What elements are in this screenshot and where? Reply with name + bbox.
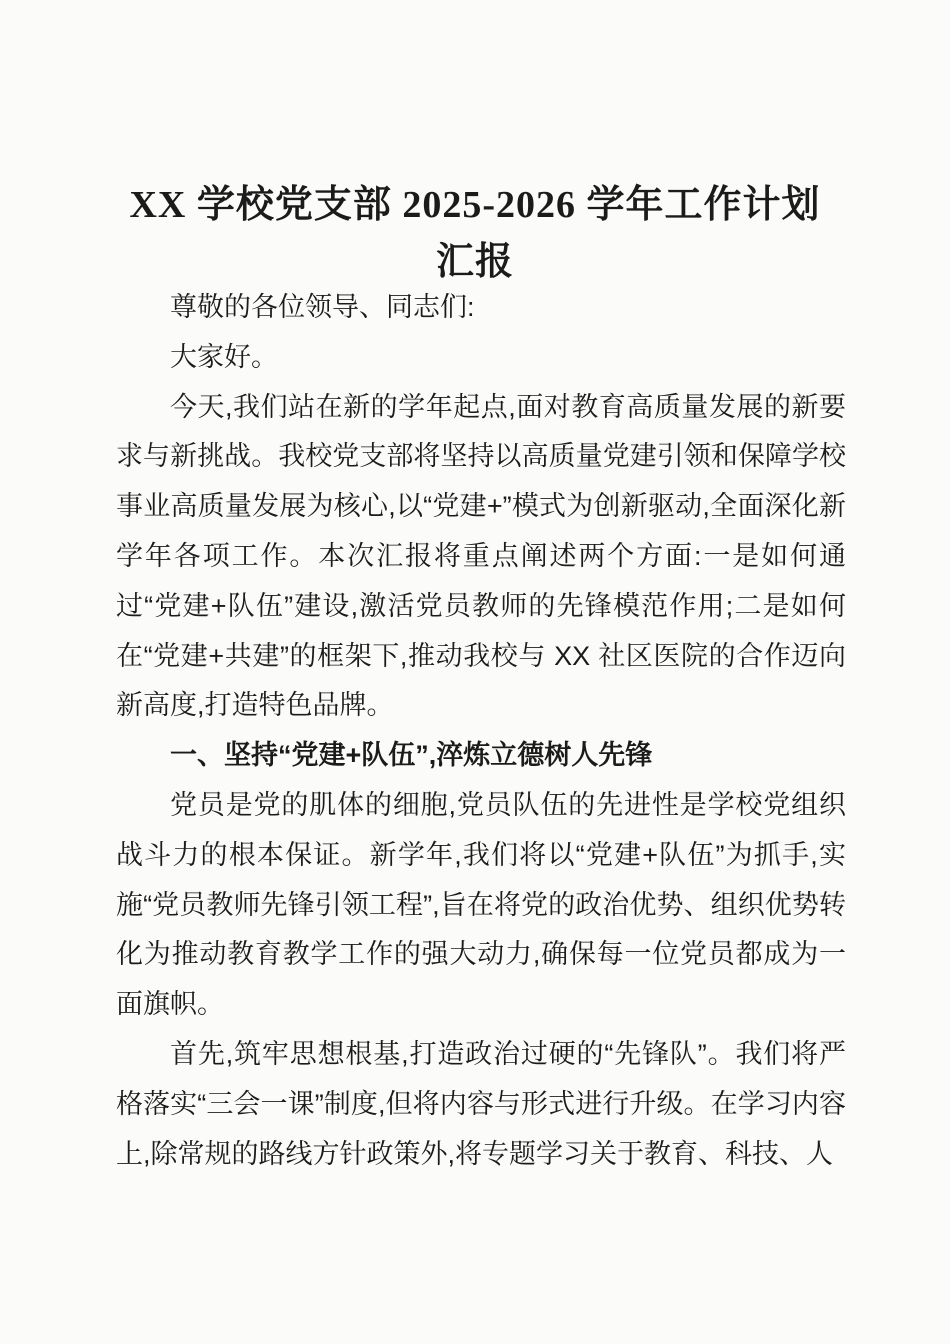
paragraph: 首先,筑牢思想根基,打造政治过硬的“先锋队”。我们将严格落实“三会一课”制度,但将内容与形式进行升级。在学习内容上,除常规的路线方针政策外,将专题学习关于教育、科技、人 [116,1038,846,1169]
paragraph: 尊敬的各位领导、同志们: [170,292,475,322]
paragraph: 党员是党的肌体的细胞,党员队伍的先进性是学校党组织战斗力的根本保证。新学年,我们将以“党建+队伍”为抓手,实施“党员教师先锋引领工程”,旨在将党的政治优势、组织优势转化为推动教育教学工作的强大动力,确保每一位党员都成为一面旗帜。 [116,789,846,1020]
paragraph: 今天,我们站在新的学年起点,面对教育高质量发展的新要求与新挑战。我校党支部将坚持以高质量党建引领和保障学校事业高质量发展为核心,以“党建+”模式为创新驱动,全面深化新学年各项工作。本次汇报将重点阐述两个方面:一是如何通过“党建+队伍”建设,激活党员教师的先锋模范作用;二是如何在“党建+共建”的框架下,推动我校与 XX 社区医院的合作迈向新高度,打造特色品牌。 [116,391,846,721]
document-title: XX 学校党支部 2025-2026 学年工作计划汇报 [129,184,821,283]
section-heading: 一、坚持“党建+队伍”,淬炼立德树人先锋 [170,740,653,771]
paragraph: 大家好。 [170,341,278,372]
document-body [116,283,846,1179]
